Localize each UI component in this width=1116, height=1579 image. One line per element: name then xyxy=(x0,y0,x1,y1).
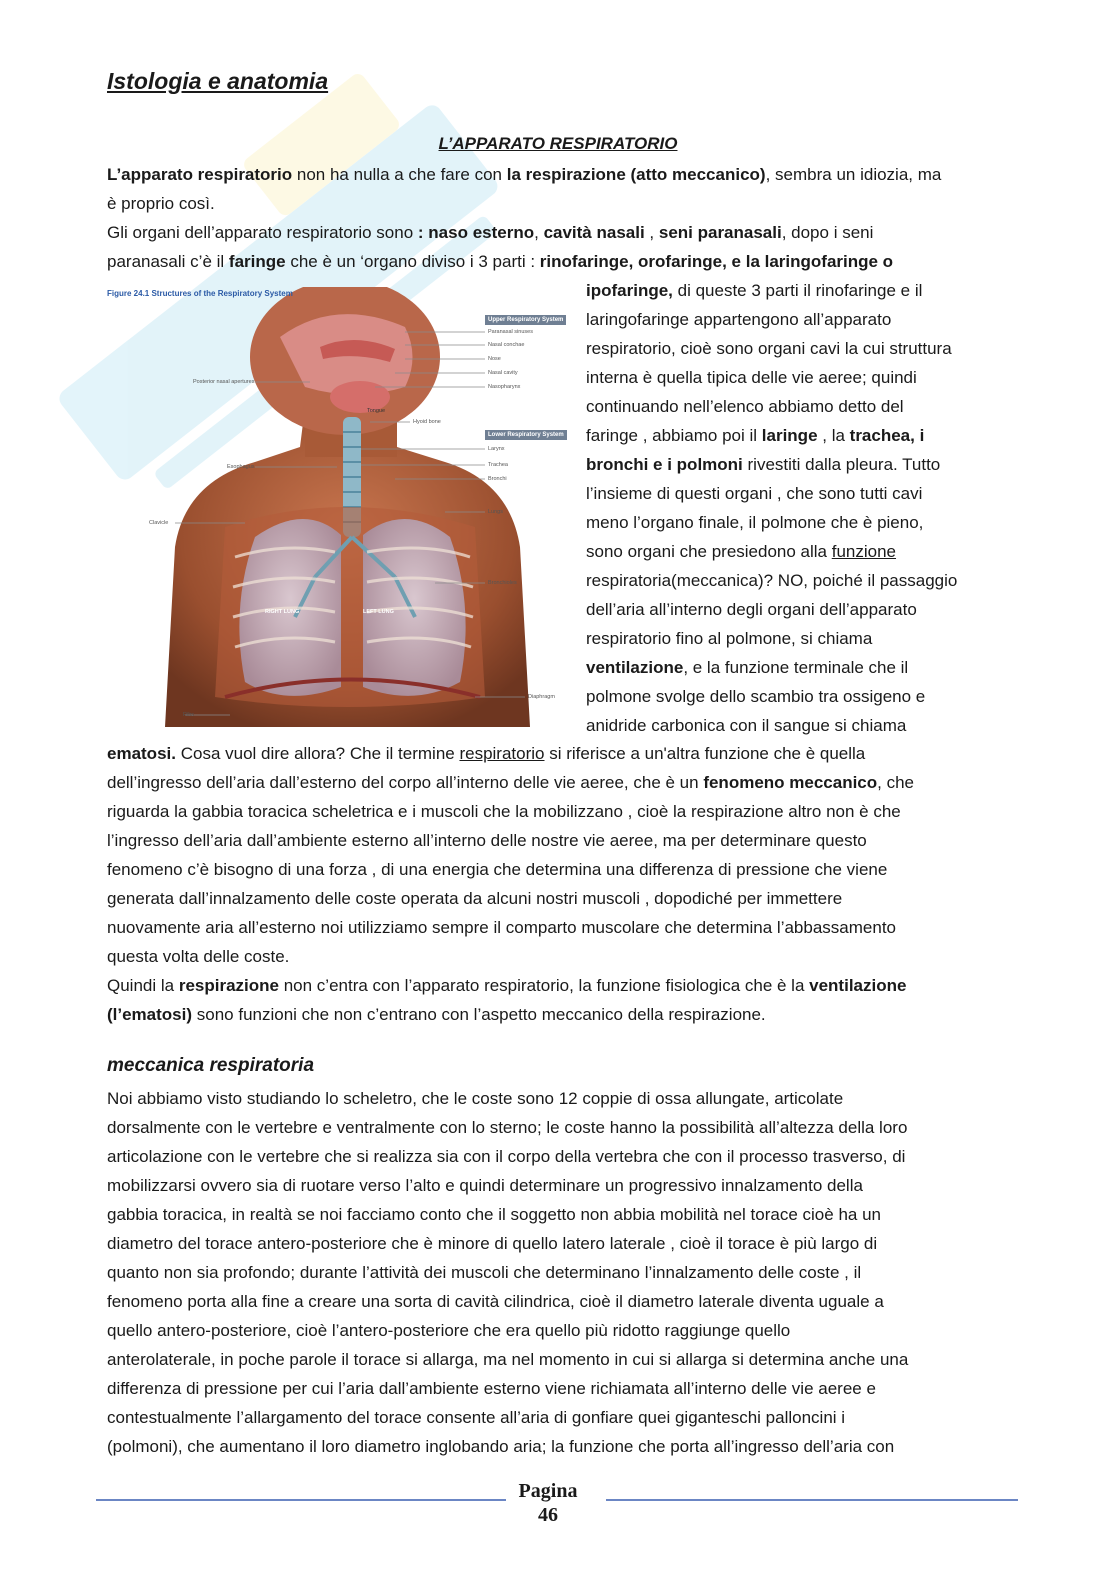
after-line-6: generata dall’innalzamento delle coste operata da alcuni nostri muscoli , dopodiché per immettere xyxy=(107,889,843,908)
side-line-13: respiratorio fino al polmone, si chiama xyxy=(586,629,873,648)
after-line-7: nuovamente aria all’esterno noi utilizziamo sempre il comparto muscolare che determina l’abbassamento xyxy=(107,918,896,937)
section-heading: meccanica respiratoria xyxy=(107,1055,315,1076)
after-line-8: questa volta delle coste. xyxy=(107,947,290,966)
side-line-7: bronchi e i polmoni rivestiti dalla pleura. Tutto xyxy=(586,455,941,474)
label-paranasal-sinuses: Paranasal sinuses xyxy=(488,329,533,335)
section-line-8: fenomeno porta alla fine a creare una sorta di cavità cilindrica, cioè il diametro laterale diventa uguale a xyxy=(107,1292,884,1311)
label-left-lung: LEFT LUNG xyxy=(363,609,394,615)
figure-caption: Figure 24.1 Structures of the Respiratory System xyxy=(107,289,293,298)
chapter-title: L’APPARATO RESPIRATORIO xyxy=(438,134,678,153)
side-line-11: respiratoria(meccanica)? NO, poiché il passaggio xyxy=(586,571,958,590)
section-line-10: anterolaterale, in poche parole il torace si allarga, ma nel momento in cui si allarga si determina anche una xyxy=(107,1350,909,1369)
page-label: Pagina xyxy=(518,1480,578,1502)
upper-respiratory-box: Upper Respiratory System xyxy=(485,315,566,325)
section-line-9: quello antero-posteriore, cioè l’antero-posteriore che era quello più ridotto raggiunge quello xyxy=(107,1321,791,1340)
side-line-15: polmone svolge dello scambio tra ossigeno e xyxy=(586,687,926,706)
intro-line-3: Gli organi dell’apparato respiratorio sono : naso esterno, cavità nasali , seni paranasali, dopo i seni xyxy=(107,223,874,242)
label-nose: Nose xyxy=(488,356,501,362)
side-line-2: laringofaringe appartengono all’apparato xyxy=(586,310,892,329)
after-line-5: fenomeno c’è bisogno di una forza , di una energia che determina una differenza di pressione che viene xyxy=(107,860,888,879)
label-bronchioles: Bronchioles xyxy=(488,580,517,586)
label-hyoid-bone: Hyoid bone xyxy=(413,419,441,425)
section-line-11: differenza di pressione per cui l’aria dall’ambiente esterno viene richiamata all’interno delle vie aeree e xyxy=(107,1379,876,1398)
page-value: 46 xyxy=(538,1504,558,1526)
section-line-5: gabbia toracica, in realtà se noi facciamo conto che il soggetto non abbia mobilità nel torace cioè ha un xyxy=(107,1205,881,1224)
section-line-12: contestualmente l’allargamento del torace consente all’aria di gonfiare quei giganteschi palloncini i xyxy=(107,1408,846,1427)
footer-rule-right xyxy=(606,1499,1018,1501)
side-line-12: dell’aria all’interno degli organi dell’apparato xyxy=(586,600,917,619)
side-line-1: ipofaringe, di queste 3 parti il rinofaringe e il xyxy=(586,281,923,300)
label-trachea: Trachea xyxy=(488,462,508,468)
after-line-2: dell’ingresso dell’aria dall’esterno del corpo all’interno delle vie aeree, che è un fenomeno meccanico, che xyxy=(107,773,914,792)
side-line-9: meno l’organo finale, il polmone che è pieno, xyxy=(586,513,924,532)
label-nasopharynx: Nasopharynx xyxy=(488,384,521,390)
label-larynx: Larynx xyxy=(488,446,505,452)
document-title: Istologia e anatomia xyxy=(107,68,329,94)
footer-rule-left xyxy=(96,1499,506,1501)
label-right-lung: RIGHT LUNG xyxy=(265,609,300,615)
side-line-14: ventilazione, e la funzione terminale che il xyxy=(586,658,909,677)
page-number xyxy=(508,1479,588,1527)
side-line-8: l’insieme di questi organi , che sono tutti cavi xyxy=(586,484,923,503)
label-posterior-nasal-apertures: Posterior nasal apertures xyxy=(193,379,255,385)
after-line-4: l’ingresso dell’aria dall’ambiente esterno all’interno delle nostre vie aeree, ma per determinare questo xyxy=(107,831,867,850)
side-line-6: faringe , abbiamo poi il laringe , la trachea, i xyxy=(586,426,925,445)
intro-line-4: paranasali c’è il faringe che è un ‘organo diviso i 3 parti : rinofaringe, orofaringe, e la laringofaringe o xyxy=(107,252,894,271)
label-clavicle: Clavicle xyxy=(149,520,169,526)
side-line-3: respiratorio, cioè sono organi cavi la cui struttura xyxy=(586,339,952,358)
section-line-2: dorsalmente con le vertebre e ventralmente con lo sterno; le coste hanno la possibilità all’altezza della loro xyxy=(107,1118,908,1137)
label-diaphragm: Diaphragm xyxy=(528,694,555,700)
label-esophagus: Esophagus xyxy=(227,464,255,470)
after-line-9: Quindi la respirazione non c’entra con l’apparato respiratorio, la funzione fisiologica che è la ventilazione xyxy=(107,976,907,995)
lower-respiratory-box: Lower Respiratory System xyxy=(485,430,567,440)
side-line-5: continuando nell’elenco abbiamo detto del xyxy=(586,397,904,416)
label-ribs: Ribs xyxy=(183,712,195,718)
side-line-10: sono organi che presiedono alla funzione xyxy=(586,542,897,561)
side-line-4: interna è quella tipica delle vie aeree; quindi xyxy=(586,368,917,387)
respiratory-system-figure xyxy=(105,287,573,727)
after-line-3: riguarda la gabbia toracica scheletrica e i muscoli che la mobilizzano , cioè la respirazione altro non è che xyxy=(107,802,901,821)
after-line-1: ematosi. Cosa vuol dire allora? Che il termine respiratorio si riferisce a un'altra funzione che è quella xyxy=(107,744,866,763)
label-nasal-conchae: Nasal conchae xyxy=(488,342,525,348)
label-nasal-cavity: Nasal cavity xyxy=(488,370,518,376)
side-line-16: anidride carbonica con il sangue si chiama xyxy=(586,716,907,735)
after-line-10: (l’ematosi) sono funzioni che non c’entrano con l’aspetto meccanico della respirazione. xyxy=(107,1005,766,1024)
section-line-6: diametro del torace antero-posteriore che è minore di quello latero laterale , cioè il torace è più largo di xyxy=(107,1234,878,1253)
label-lungs: Lungs xyxy=(488,509,503,515)
section-line-3: articolazione con le vertebre che si realizza sia con il corpo della vertebra che con il processo trasverso, di xyxy=(107,1147,906,1166)
section-line-1: Noi abbiamo visto studiando lo scheletro, che le coste sono 12 coppie di ossa allungate, articolate xyxy=(107,1089,844,1108)
section-line-7: quanto non sia profondo; durante l’attività dei muscoli che determinano l’innalzamento delle coste , il xyxy=(107,1263,862,1282)
anatomy-illustration xyxy=(105,287,573,727)
intro-line-2: è proprio così. xyxy=(107,194,215,213)
label-bronchi: Bronchi xyxy=(488,476,507,482)
label-tongue: Tongue xyxy=(367,408,386,414)
section-line-4: mobilizzarsi ovvero sia di ruotare verso l’alto e quindi determinare un progressivo innalzamento della xyxy=(107,1176,863,1195)
section-line-13: (polmoni), che aumentano il loro diametro inglobando aria; la funzione che porta all’ingresso dell’aria con xyxy=(107,1437,895,1456)
intro-line-1: L’apparato respiratorio non ha nulla a che fare con la respirazione (atto meccanico), sembra un idiozia, ma xyxy=(107,165,942,184)
